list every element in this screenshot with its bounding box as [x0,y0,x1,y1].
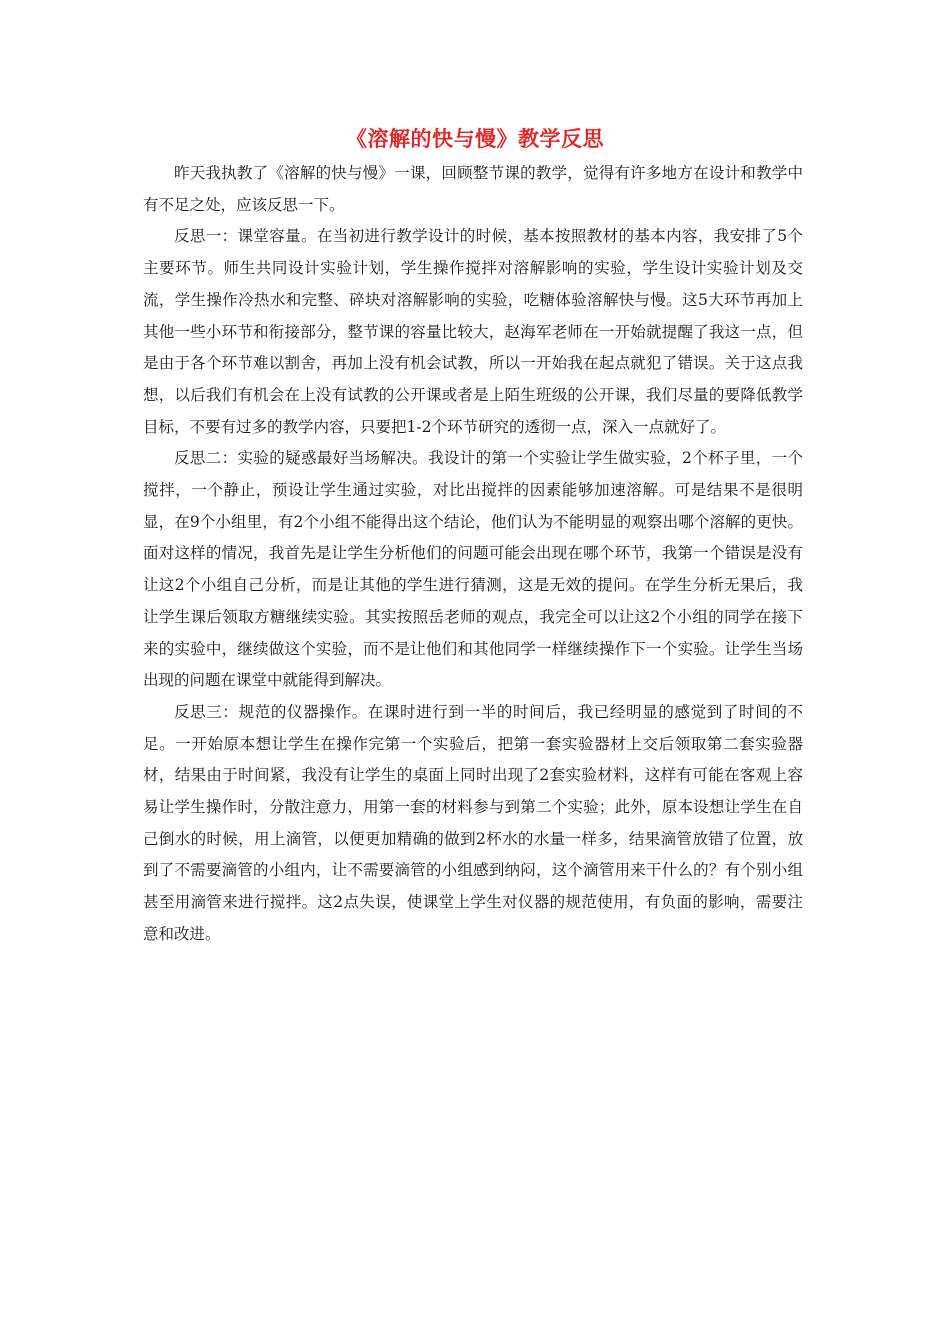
paragraph-reflection-1: 反思一：课堂容量。在当初进行教学设计的时候，基本按照教材的基本内容，我安排了5个主要环节。师生共同设计实验计划，学生操作搅拌对溶解影响的实验，学生设计实验计划及交流，学生操作冷热水和完整、碎块对溶解影响的实验，吃糖体验溶解快与慢。这5大环节再加上其他一些小环节和衔接部分，整节课的容量比较大，赵海军老师在一开始就提醒了我这一点，但是由于各个环节难以割舍，再加上没有机会试教，所以一开始我在起点就犯了错误。关于这点我想，以后我们有机会在上没有试教的公开课或者是上陌生班级的公开课，我们尽量的要降低教学目标，不要有过多的教学内容，只要把1-2个环节研究的透彻一点，深入一点就好了。 [143,227,803,436]
paragraph-intro: 昨天我执教了《溶解的快与慢》一课，回顾整节课的教学，觉得有许多地方在设计和教学中有不足之处，应该反思一下。 [143,164,803,214]
document-title: 《溶解的快与慢》教学反思 [346,127,604,151]
paragraph-reflection-2: 反思二：实验的疑惑最好当场解决。我设计的第一个实验让学生做实验，2个杯子里，一个搅拌，一个静止，预设让学生通过实验，对比出搅拌的因素能够加速溶解。可是结果不是很明显，在9个小组里，有2个小组不能得出这个结论，他们认为不能明显的观察出哪个溶解的更快。面对这样的情况，我首先是让学生分析他们的问题可能会出现在哪个环节，我第一个错误是没有让这2个小组自己分析，而是让其他的学生进行猜测，这是无效的提问。在学生分析无果后，我让学生课后领取方糖继续实验。其实按照岳老师的观点，我完全可以让这2个小组的同学在接下来的实验中，继续做这个实验，而不是让他们和其他同学一样继续操作下一个实验。让学生当场出现的问题在课堂中就能得到解决。 [143,449,803,690]
document-body [143,158,803,951]
paragraph-reflection-3: 反思三：规范的仪器操作。在课时进行到一半的时间后，我已经明显的感觉到了时间的不足。一开始原本想让学生在操作完第一个实验后，把第一套实验器材上交后领取第二套实验器材，结果由于时间紧，我没有让学生的桌面上同时出现了2套实验材料，这样有可能在客观上容易让学生操作时，分散注意力，用第一套的材料参与到第二个实验；此外，原本设想让学生在自己倒水的时候，用上滴管，以便更加精确的做到2杯水的水量一样多，结果滴管放错了位置，放到了不需要滴管的小组内，让不需要滴管的小组感到纳闷，这个滴管用来干什么的？有个别小组甚至用滴管来进行搅拌。这2点失误，使课堂上学生对仪器的规范使用，有负面的影响，需要注意和改进。 [143,702,803,943]
